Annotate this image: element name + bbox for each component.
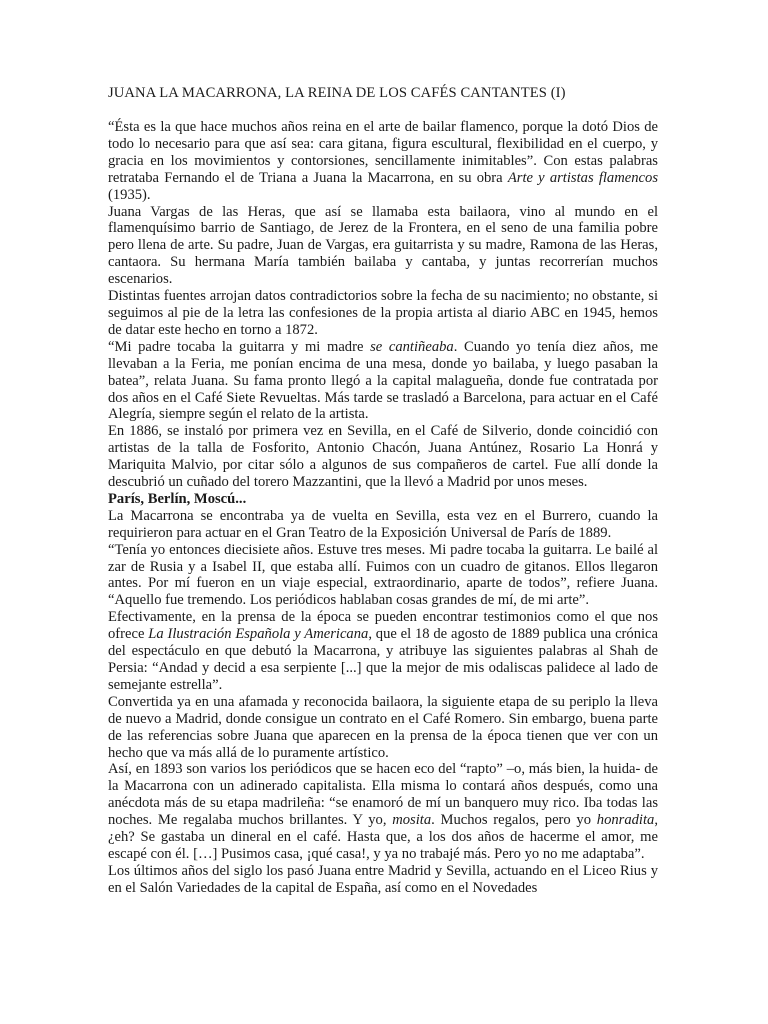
paragraph xyxy=(108,609,658,694)
paragraph-text: “Mi padre tocaba la guitarra y mi madre xyxy=(108,338,371,355)
paragraph-text: La Macarrona se encontraba ya de vuelta en Sevilla, esta vez en el Burrero, cuando la requirieron para actuar en el Gran Teatro de la Exposición Universal de París de 1889. xyxy=(108,507,658,541)
paragraph-text: , ¿eh? Se gastaba un dineral en el café. Hasta que, a los dos años de hacerme el amor, me escapé con él. […] Pusimos casa, ¡qué casa!, y ya no trabajé más. Pero yo no me adaptaba”. xyxy=(108,812,658,862)
document-body xyxy=(108,119,658,897)
paragraph xyxy=(108,863,658,897)
paragraph-text: Los últimos años del siglo los pasó Juana entre Madrid y Sevilla, actuando en el Liceo Rius y en el Salón Variedades de la capital de España, así como en el Novedades xyxy=(108,862,658,896)
paragraph-text: . Muchos regalos, pero yo xyxy=(431,812,597,829)
italic-text: se cantiñeaba xyxy=(370,338,454,355)
section-heading: París, Berlín, Moscú... xyxy=(108,490,247,507)
paragraph xyxy=(108,119,658,204)
paragraph-text: Distintas fuentes arrojan datos contradictorios sobre la fecha de su nacimiento; no obstante, si seguimos al pie de la letra las confesiones de la propia artista al diario ABC en 1945, hemos de datar este hecho en torno a 1872. xyxy=(108,288,658,338)
paragraph-text: En 1886, se instaló por primera vez en Sevilla, en el Café de Silverio, donde coincidió con artistas de la talla de Fosforito, Antonio Chacón, Juana Antúnez, Rosario La Honrá y Mariquita Malvio, por citar sólo a algunos de sus compañeros de cartel. Fue allí donde la descubrió un cuñado del torero Mazzantini, que la llevó a Madrid por unos meses. xyxy=(108,423,658,491)
italic-text: honradita xyxy=(596,812,655,829)
paragraph-text: (1935). xyxy=(108,186,151,203)
italic-text: Arte y artistas flamencos xyxy=(507,169,658,186)
paragraph xyxy=(108,204,658,289)
paragraph-text: Así, en 1893 son varios los periódicos que se hacen eco del “rapto” –o, más bien, la huida- de la Macarrona con un adinerado capitalista. Ella misma lo contará años después, como una anécdota más de su etapa madrileña: “se enamoró de mí un banquero muy rico. Iba todas las noches. Me regalaba muchos brillantes. Y yo, xyxy=(108,761,658,829)
paragraph xyxy=(108,761,658,862)
paragraph-text: Juana Vargas de las Heras, que así se llamaba esta bailaora, vino al mundo en el flamenquísimo barrio de Santiago, de Jerez de la Frontera, en el seno de una familia pobre pero llena de arte. Su padre, Juan de Vargas, era guitarrista y su madre, Ramona de las Heras, cantaora. Su hermana María también bailaba y cantaba, y juntas recorrerían muchos escenarios. xyxy=(108,203,658,288)
paragraph xyxy=(108,423,658,491)
paragraph-text: Efectivamente, en la prensa de la época se pueden encontrar testimonios como el que nos ofrece xyxy=(108,609,658,643)
paragraph xyxy=(108,288,658,339)
paragraph xyxy=(108,542,658,610)
paragraph xyxy=(108,694,658,762)
paragraph-text: “Ésta es la que hace muchos años reina en el arte de bailar flamenco, porque la dotó Dios de todo lo necesario para que así sea: cara gitana, figura escultural, flexibilidad en el cuerpo, y gracia en los movimientos y contorsiones, sencillamente inimitables”. Con estas palabras retrataba Fernando el de Triana a Juana la Macarrona, en su obra xyxy=(108,119,658,186)
paragraph-text: . Cuando yo tenía diez años, me llevaban a la Feria, me ponían encima de una mesa, donde yo bailaba, y luego pasaban la batea”, relata Juana. Su fama pronto llegó a la capital malagueña, donde fue contratada por dos años en el Café Siete Revueltas. Más tarde se trasladó a Barcelona, para actuar en el Café Alegría, siempre según el relato de la artista. xyxy=(108,338,659,423)
paragraph-text: , que el 18 de agosto de 1889 publica una crónica del espectáculo en que debutó la Macarrona, y atribuye las siguientes palabras al Shah de Persia: “Andad y decid a esa serpiente [...] que la mejor de mis odaliscas palidece al lado de semejante estrella”. xyxy=(108,626,659,693)
paragraph-text: Convertida ya en una afamada y reconocida bailaora, la siguiente etapa de su periplo la lleva de nuevo a Madrid, donde consigue un contrato en el Café Romero. Sin embargo, buena parte de las referencias sobre Juana que aparecen en la prensa de la época tienen que ver con un hecho que va más allá de lo puramente artístico. xyxy=(108,693,658,761)
italic-text: mosita xyxy=(392,812,432,829)
italic-text: La Ilustración Española y Americana xyxy=(148,626,369,643)
document-title: JUANA LA MACARRONA, LA REINA DE LOS CAFÉS CANTANTES (I) xyxy=(108,85,566,101)
paragraph xyxy=(108,339,658,424)
paragraph-text: “Tenía yo entonces diecisiete años. Estuve tres meses. Mi padre tocaba la guitarra. Le bailé al zar de Rusia y a Isabel II, que estaba allí. Fuimos con un cuadro de gitanos. Ellos llegaron antes. Por mí fueron en un viaje especial, extraordinario, aparte de todos”, refiere Juana. “Aquello fue tremendo. Los periódicos hablaban cosas grandes de mí, de mi arte”. xyxy=(108,541,658,609)
paragraph xyxy=(108,508,658,542)
